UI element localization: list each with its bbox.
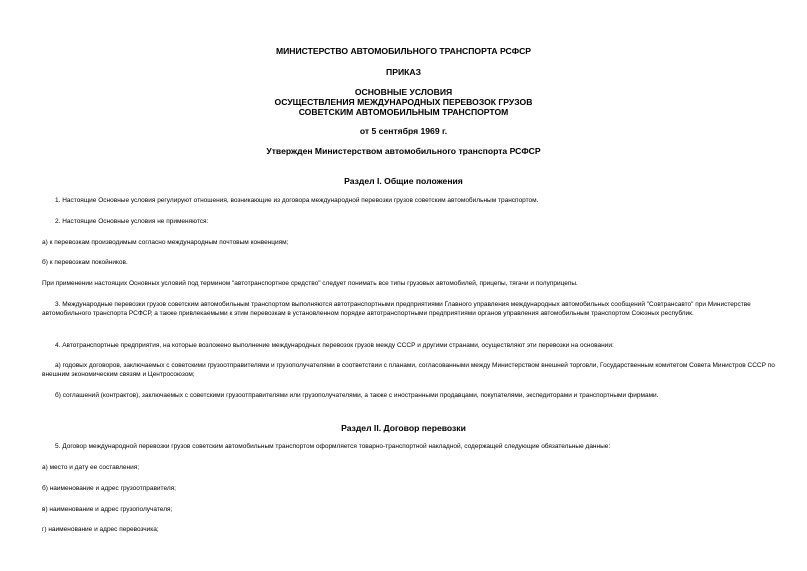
paragraph: 4. Автотранспортные предприятия, на которые возложено выполнение международных перевозок грузов между СССР и другими странами, осуществляют эти перевозки на основании: <box>55 342 614 349</box>
list-item: а) место и дату ее составления; <box>42 464 140 471</box>
list-item: а) к перевозкам производимым согласно международным почтовым конвенциям; <box>42 239 289 246</box>
list-item: в) наименование и адрес грузополучателя; <box>42 506 173 513</box>
section-2-heading: Раздел II. Договор перевозки <box>341 423 466 433</box>
paragraph: При применении настоящих Основных условий под термином "автотранспортное средство" следует понимать все типы грузовых автомобилей, прицепы, тягачи и полуприцепы. <box>42 280 578 287</box>
title-line-2: ОСУЩЕСТВЛЕНИЯ МЕЖДУНАРОДНЫХ ПЕРЕВОЗОК ГРУЗОВ <box>274 97 533 107</box>
paragraph: 3. Международные перевозки грузов советским автомобильным транспортом выполняются автотранспортными предприятиями Главного управления международных автомобильных сообщений "Совтрансавто" при Министерстве автомобильного транспорта РСФСР, а также привлекаемыми к этим перевозкам в установленном порядке автотранспортными предприятиями органов управления автомобильным транспортом Союзных республик. <box>42 301 751 317</box>
list-item: б) наименование и адрес грузоотправителя; <box>42 485 176 492</box>
paragraph: 5. Договор международной перевозки грузов советским автомобильным транспортом оформляется товарно-транспортной накладной, содержащей следующие обязательные данные: <box>55 443 611 450</box>
title-line-3: СОВЕТСКИМ АВТОМОБИЛЬНЫМ ТРАНСПОРТОМ <box>298 107 509 117</box>
ministry-heading: МИНИСТЕРСТВО АВТОМОБИЛЬНОГО ТРАНСПОРТА РСФСР <box>275 46 532 56</box>
title-line-1: ОСНОВНЫЕ УСЛОВИЯ <box>354 87 453 97</box>
paragraph: 2. Настоящие Основные условия не применяются: <box>55 218 209 225</box>
list-item: г) наименование и адрес перевозчика; <box>42 526 159 533</box>
section-1-heading: Раздел I. Общие положения <box>344 176 463 186</box>
list-item: б) к перевозкам покойников. <box>42 259 128 266</box>
list-item: б) соглашений (контрактов), заключаемых с советскими грузоотправителями или грузополучателями, а также с иностранными продавцами, покупателями, экспедиторами и транспортными фирмами. <box>55 392 659 399</box>
document-date: от 5 сентября 1969 г. <box>359 126 448 136</box>
paragraph: 1. Настоящие Основные условия регулируют отношения, возникающие из договора международной перевозки грузов советским автомобильным транспортом. <box>55 197 539 204</box>
approval-line: Утвержден Министерством автомобильного транспорта РСФСР <box>266 146 541 156</box>
list-item: а) годовых договоров, заключаемых с советскими грузоотправителями и грузополучателями в соответствии с планами, согласованными между Министерством внешней торговли, Государственным комитетом Совета Министров СССР по внешним экономическим связям и Центросоюзом; <box>42 362 775 378</box>
doc-type-heading: ПРИКАЗ <box>386 67 421 77</box>
